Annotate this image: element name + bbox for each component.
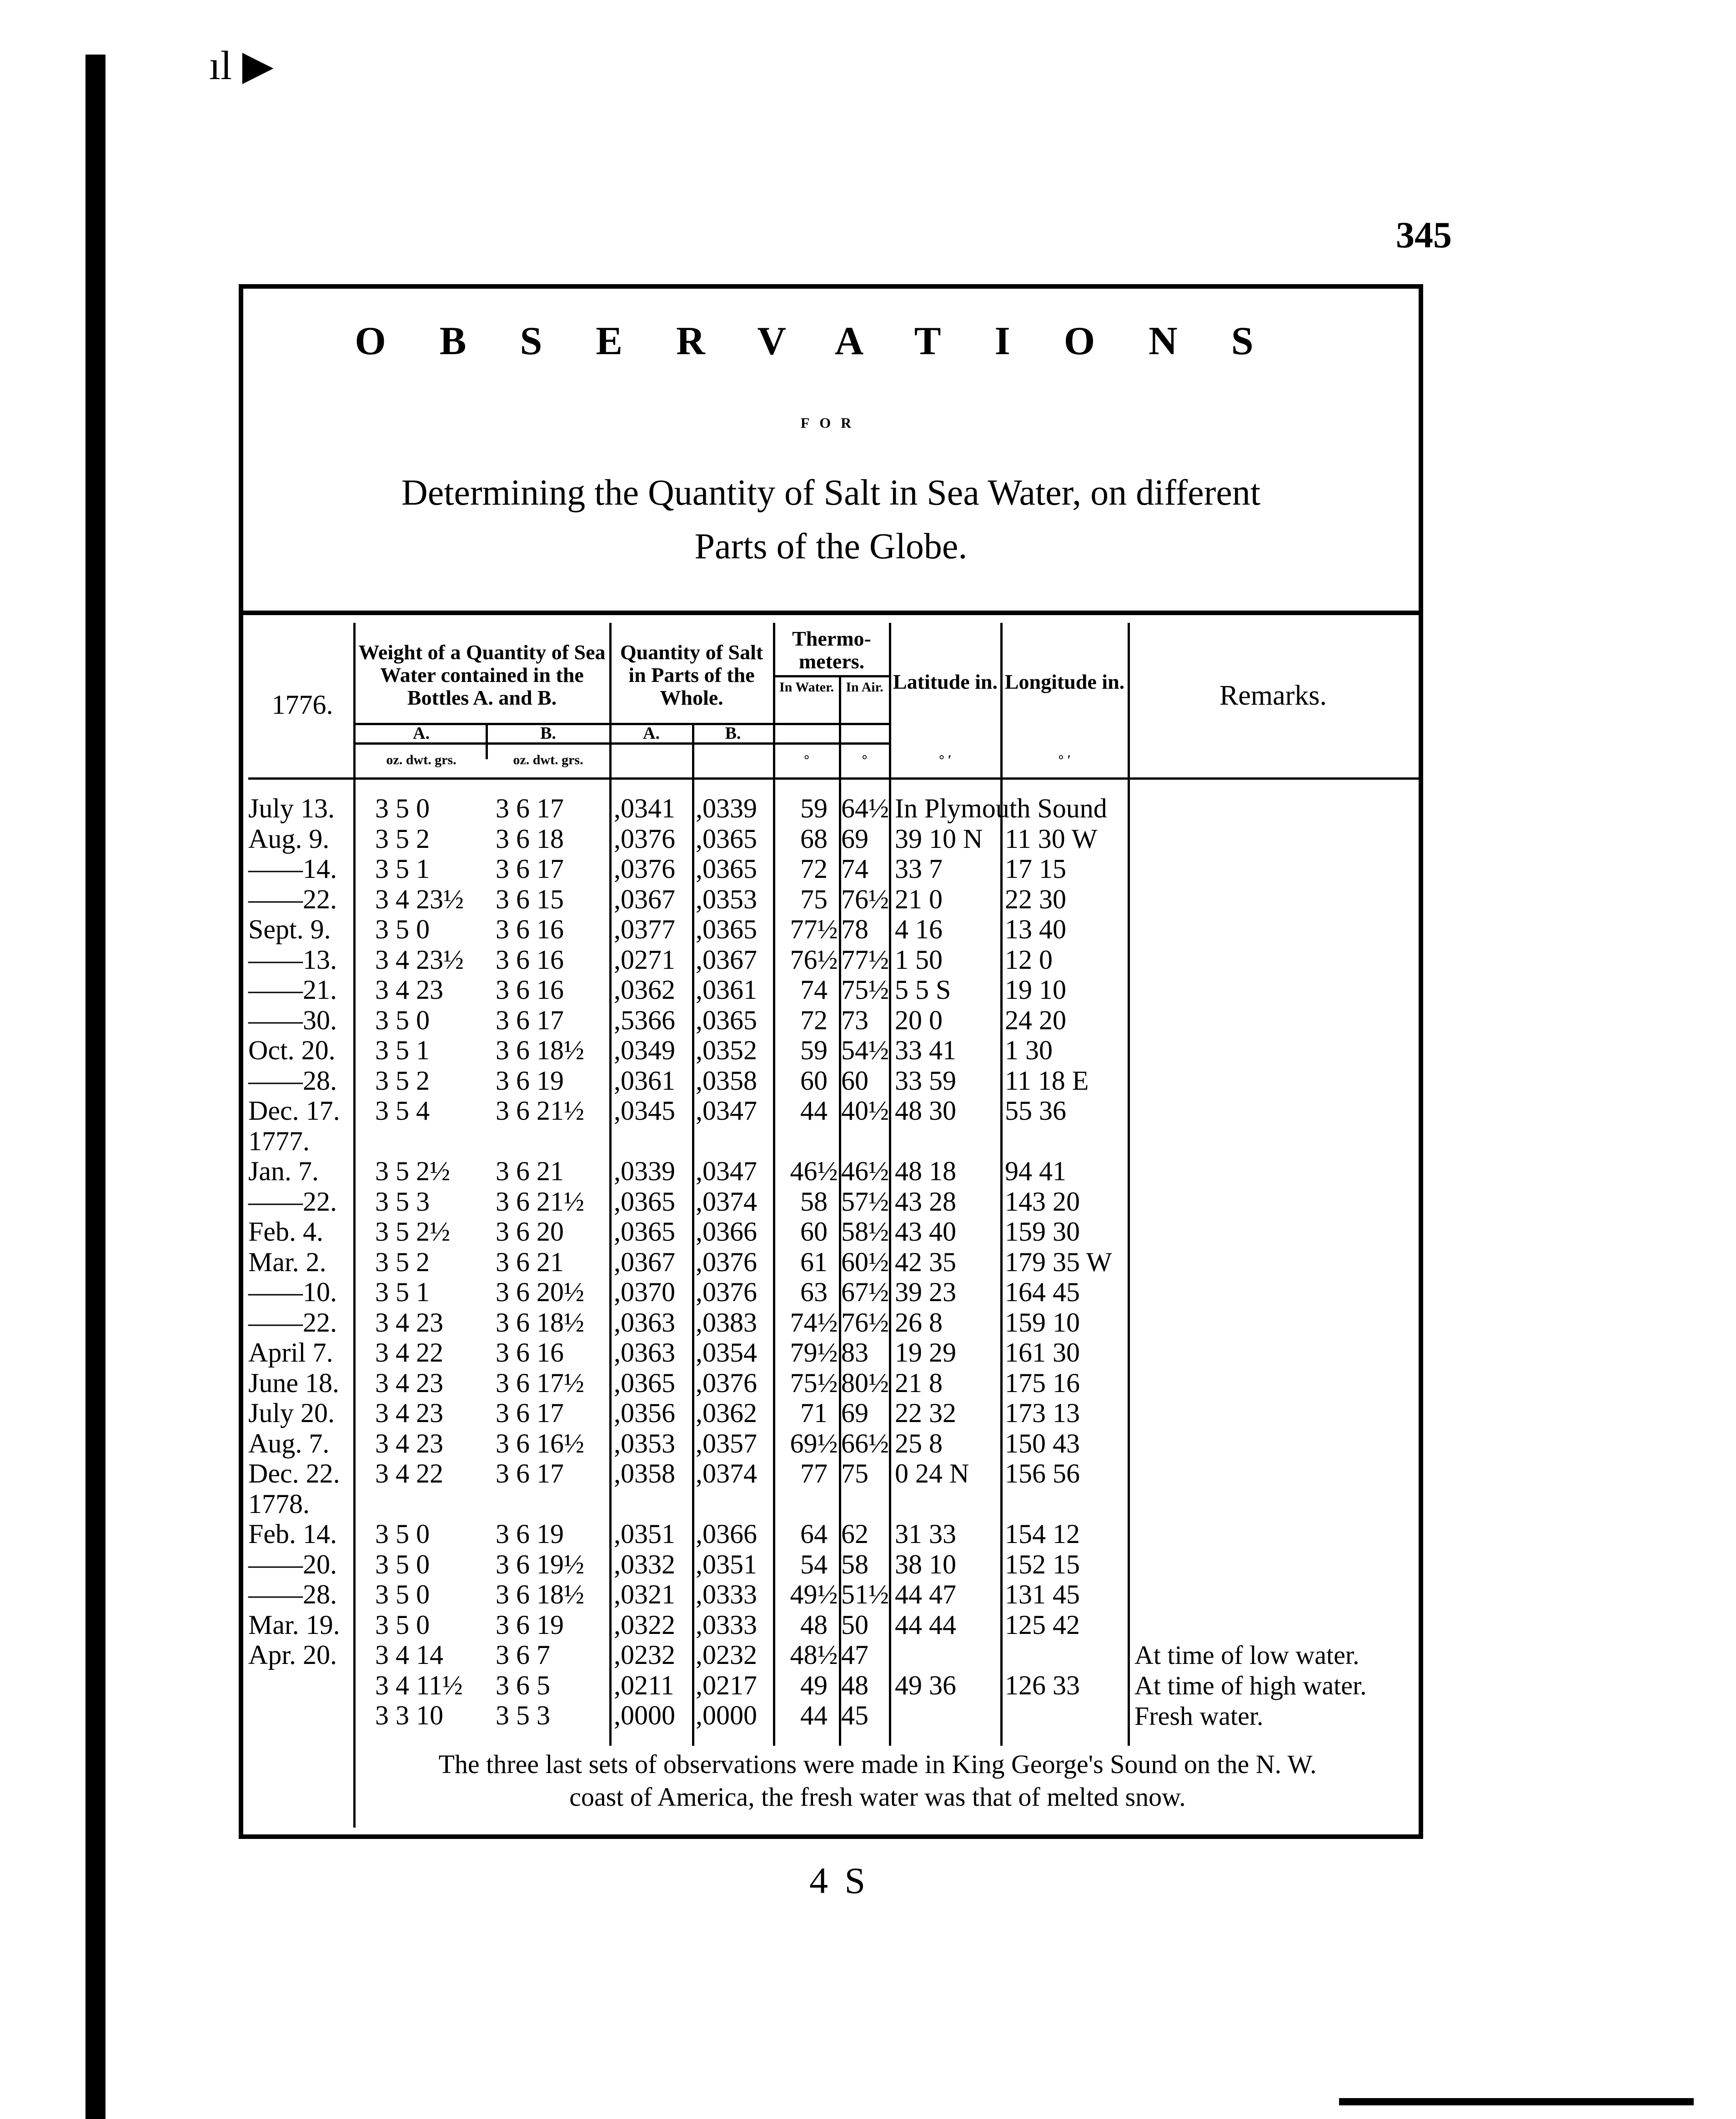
row-latitude: 0 24 N	[895, 1458, 969, 1488]
row-bottle-b: 3 6 16	[496, 975, 564, 1005]
row-date: July 20.	[248, 1398, 335, 1428]
footnote	[336, 1748, 1419, 1813]
units-a: oz. dwt. grs.	[386, 752, 457, 767]
row-latitude: 48 18	[895, 1156, 956, 1186]
row-quantity-a: ,0367	[614, 884, 675, 914]
row-date: Dec. 17.	[248, 1096, 340, 1126]
page-subtitle	[273, 466, 1389, 573]
row-latitude: 44 44	[895, 1610, 956, 1640]
row-date: ——14.	[248, 854, 337, 884]
row-date: Feb. 14.	[248, 1519, 337, 1549]
row-bottle-a: 3 4 22	[375, 1458, 443, 1488]
row-thermo-water: 72	[800, 1005, 828, 1035]
row-thermo-water: 63	[800, 1277, 828, 1307]
row-bottle-b: 3 6 20	[496, 1217, 564, 1247]
row-thermo-water: 64	[800, 1519, 828, 1549]
row-bottle-a: 3 5 0	[375, 1519, 430, 1549]
row-longitude: 22 30	[1005, 884, 1066, 914]
row-bottle-a: 3 5 1	[375, 1277, 430, 1307]
row-bottle-b: 3 6 17	[496, 854, 564, 884]
row-latitude: 33 7	[895, 854, 943, 884]
row-bottle-a: 3 5 0	[375, 793, 430, 823]
row-bottle-a: 3 3 10	[375, 1700, 443, 1730]
units-thermo-air: °	[862, 752, 868, 767]
row-thermo-water: 48	[800, 1610, 828, 1640]
row-latitude: 5 5 S	[895, 975, 951, 1005]
row-longitude: 143 20	[1005, 1187, 1080, 1217]
row-quantity-a: ,0363	[614, 1338, 675, 1368]
row-latitude: 1 50	[895, 945, 943, 975]
row-longitude: 159 30	[1005, 1217, 1080, 1247]
row-latitude: 43 40	[895, 1217, 956, 1247]
row-bottle-a: 3 4 23	[375, 1398, 443, 1428]
row-bottle-a: 3 5 0	[375, 1610, 430, 1640]
row-bottle-b: 3 6 5	[496, 1670, 550, 1700]
row-quantity-a: ,0365	[614, 1368, 675, 1398]
row-thermo-air: 73	[841, 1005, 868, 1035]
row-thermo-air: 54½	[841, 1035, 889, 1065]
row-quantity-a: ,0356	[614, 1398, 675, 1428]
row-thermo-water: 74½	[790, 1307, 838, 1338]
row-bottle-a: 3 5 1	[375, 1035, 430, 1065]
row-date: Sept. 9.	[248, 914, 331, 944]
row-latitude: 44 47	[895, 1579, 956, 1609]
row-thermo-air: 40½	[841, 1096, 889, 1126]
row-longitude: 150 43	[1005, 1428, 1080, 1458]
row-latitude: In Plymouth Sound	[895, 793, 1107, 823]
row-thermo-air: 67½	[841, 1277, 889, 1307]
row-longitude: 156 56	[1005, 1458, 1080, 1488]
row-bottle-a: 3 5 3	[375, 1187, 430, 1217]
row-date: ——30.	[248, 1005, 337, 1035]
row-thermo-air: 75	[841, 1458, 868, 1488]
row-bottle-b: 3 6 20½	[496, 1277, 584, 1307]
row-date: Feb. 4.	[248, 1217, 323, 1247]
row-date: 1778.	[248, 1489, 310, 1519]
row-quantity-a: ,0353	[614, 1428, 675, 1458]
row-quantity-b: ,0366	[696, 1519, 757, 1549]
row-bottle-b: 3 6 21½	[496, 1096, 584, 1126]
row-longitude: 152 15	[1005, 1549, 1080, 1579]
row-latitude: 20 0	[895, 1005, 943, 1035]
row-latitude: 39 10 N	[895, 824, 983, 854]
row-thermo-air: 76½	[841, 884, 889, 914]
row-bottle-a: 3 5 2	[375, 1066, 430, 1096]
row-date: Dec. 22.	[248, 1458, 340, 1488]
row-bottle-a: 3 4 23	[375, 975, 443, 1005]
row-quantity-b: ,0365	[696, 1005, 757, 1035]
row-bottle-b: 3 6 21½	[496, 1187, 584, 1217]
row-longitude: 13 40	[1005, 914, 1066, 944]
row-bottle-a: 3 5 2½	[375, 1156, 450, 1186]
row-quantity-a: ,0358	[614, 1458, 675, 1488]
quantity-a-header: A.	[643, 724, 660, 743]
row-quantity-a: ,0332	[614, 1549, 675, 1579]
row-bottle-b: 3 6 16½	[496, 1428, 584, 1458]
row-quantity-b: ,0367	[696, 945, 757, 975]
row-longitude: 125 42	[1005, 1610, 1080, 1640]
row-bottle-a: 3 4 22	[375, 1338, 443, 1368]
row-thermo-water: 54	[800, 1549, 828, 1579]
column-rule	[1000, 623, 1003, 1746]
row-quantity-b: ,0347	[696, 1156, 757, 1186]
header-rule	[773, 675, 889, 677]
row-bottle-b: 3 6 19½	[496, 1549, 584, 1579]
row-date: Mar. 19.	[248, 1610, 340, 1640]
row-quantity-a: ,5366	[614, 1005, 675, 1035]
row-thermo-water: 49	[800, 1670, 828, 1700]
row-longitude: 11 18 E	[1005, 1066, 1089, 1096]
row-quantity-b: ,0000	[696, 1700, 757, 1730]
row-thermo-water: 72	[800, 854, 828, 884]
row-longitude: 1 30	[1005, 1035, 1053, 1065]
row-latitude: 33 59	[895, 1066, 956, 1096]
row-thermo-water: 75	[800, 884, 828, 914]
row-latitude: 21 0	[895, 884, 943, 914]
row-bottle-a: 3 4 11½	[375, 1670, 463, 1700]
row-quantity-b: ,0353	[696, 884, 757, 914]
row-quantity-a: ,0376	[614, 854, 675, 884]
row-quantity-a: ,0365	[614, 1217, 675, 1247]
row-thermo-air: 58	[841, 1549, 868, 1579]
row-thermo-air: 46½	[841, 1156, 889, 1186]
row-thermo-water: 48½	[790, 1640, 838, 1670]
row-bottle-a: 3 5 2½	[375, 1217, 450, 1247]
row-thermo-water: 77½	[790, 914, 838, 944]
row-quantity-b: ,0347	[696, 1096, 757, 1126]
latitude-header: Latitude in.	[893, 670, 998, 693]
row-latitude: 26 8	[895, 1307, 943, 1338]
row-quantity-b: ,0374	[696, 1187, 757, 1217]
thermometer-air-header: In Air.	[846, 680, 883, 695]
row-thermo-air: 57½	[841, 1187, 889, 1217]
row-quantity-a: ,0339	[614, 1156, 675, 1186]
row-bottle-b: 3 5 3	[496, 1700, 550, 1730]
thermometers-header: Thermo- meters.	[792, 627, 871, 673]
row-thermo-air: 66½	[841, 1428, 889, 1458]
row-latitude: 49 36	[895, 1670, 956, 1700]
remarks-header: Remarks.	[1219, 680, 1327, 711]
row-thermo-water: 77	[800, 1458, 828, 1488]
row-quantity-b: ,0383	[696, 1307, 757, 1338]
row-bottle-b: 3 6 18	[496, 824, 564, 854]
row-quantity-b: ,0376	[696, 1368, 757, 1398]
row-longitude: 126 33	[1005, 1670, 1080, 1700]
row-date: ——20.	[248, 1549, 337, 1579]
bottom-rule	[1339, 2098, 1694, 2105]
row-date: ——10.	[248, 1277, 337, 1307]
row-quantity-a: ,0271	[614, 945, 675, 975]
row-quantity-b: ,0376	[696, 1247, 757, 1277]
row-bottle-b: 3 6 18½	[496, 1579, 584, 1609]
row-bottle-a: 3 5 0	[375, 1549, 430, 1579]
row-date: ——22.	[248, 1187, 337, 1217]
row-thermo-water: 59	[800, 1035, 828, 1065]
row-thermo-water: 60	[800, 1217, 828, 1247]
row-bottle-b: 3 6 17	[496, 793, 564, 823]
row-quantity-a: ,0363	[614, 1307, 675, 1338]
units-longitude: ° ′	[1058, 752, 1071, 767]
row-quantity-a: ,0321	[614, 1579, 675, 1609]
row-quantity-a: ,0000	[614, 1700, 675, 1730]
row-bottle-a: 3 4 23½	[375, 884, 464, 914]
row-thermo-air: 75½	[841, 975, 889, 1005]
row-bottle-a: 3 4 23½	[375, 945, 464, 975]
row-bottle-a: 3 4 23	[375, 1307, 443, 1338]
row-quantity-b: ,0354	[696, 1338, 757, 1368]
row-date: July 13.	[248, 793, 335, 823]
row-thermo-water: 76½	[790, 945, 838, 975]
row-quantity-b: ,0361	[696, 975, 757, 1005]
row-bottle-b: 3 6 18½	[496, 1307, 584, 1338]
row-bottle-b: 3 6 19	[496, 1519, 564, 1549]
row-latitude: 48 30	[895, 1096, 956, 1126]
row-latitude: 33 41	[895, 1035, 956, 1065]
thermometer-water-header: In Water.	[779, 680, 834, 695]
row-thermo-water: 61	[800, 1247, 828, 1277]
row-thermo-water: 68	[800, 824, 828, 854]
row-latitude: 19 29	[895, 1338, 956, 1368]
row-thermo-air: 69	[841, 824, 868, 854]
row-date: Mar. 2.	[248, 1247, 326, 1277]
row-bottle-b: 3 6 16	[496, 945, 564, 975]
row-date: ——28.	[248, 1579, 337, 1609]
quantity-b-header: B.	[725, 724, 741, 743]
subtitle-line-1: Determining the Quantity of Salt in Sea Water, on different	[401, 473, 1261, 513]
row-longitude: 55 36	[1005, 1096, 1066, 1126]
row-longitude: 173 13	[1005, 1398, 1080, 1428]
row-date: ——22.	[248, 1307, 337, 1338]
row-bottle-b: 3 6 16	[496, 1338, 564, 1368]
header-rule	[248, 777, 1419, 780]
row-longitude: 24 20	[1005, 1005, 1066, 1035]
row-date: Apr. 20.	[248, 1640, 337, 1670]
row-latitude: 42 35	[895, 1247, 956, 1277]
row-quantity-b: ,0351	[696, 1549, 757, 1579]
row-quantity-a: ,0362	[614, 975, 675, 1005]
row-thermo-air: 58½	[841, 1217, 889, 1247]
row-thermo-water: 46½	[790, 1156, 838, 1186]
row-quantity-b: ,0333	[696, 1610, 757, 1640]
row-date: Oct. 20.	[248, 1035, 336, 1065]
row-longitude: 175 16	[1005, 1368, 1080, 1398]
row-date: June 18.	[248, 1368, 339, 1398]
row-longitude: 154 12	[1005, 1519, 1080, 1549]
row-quantity-a: ,0341	[614, 793, 675, 823]
row-bottle-b: 3 6 17½	[496, 1368, 584, 1398]
row-thermo-water: 44	[800, 1700, 828, 1730]
bottle-b-header: B.	[540, 724, 556, 743]
row-thermo-water: 58	[800, 1187, 828, 1217]
row-latitude: 4 16	[895, 914, 943, 944]
units-b: oz. dwt. grs.	[513, 752, 583, 767]
row-date: Jan. 7.	[248, 1156, 319, 1186]
row-date: 1777.	[248, 1126, 310, 1156]
row-longitude: 131 45	[1005, 1579, 1080, 1609]
row-date: Aug. 7.	[248, 1428, 330, 1458]
subtitle-line-2: Parts of the Globe.	[694, 526, 968, 566]
row-date: ——28.	[248, 1066, 337, 1096]
row-quantity-a: ,0345	[614, 1096, 675, 1126]
row-thermo-air: 60	[841, 1066, 868, 1096]
row-latitude: 22 32	[895, 1398, 956, 1428]
row-thermo-air: 77½	[841, 945, 889, 975]
row-bottle-a: 3 4 23	[375, 1428, 443, 1458]
row-quantity-a: ,0367	[614, 1247, 675, 1277]
row-latitude: 21 8	[895, 1368, 943, 1398]
row-thermo-water: 75½	[790, 1368, 838, 1398]
row-date: April 7.	[248, 1338, 333, 1368]
bottle-a-header: A.	[413, 724, 430, 743]
row-thermo-air: 60½	[841, 1247, 889, 1277]
row-bottle-a: 3 4 14	[375, 1640, 443, 1670]
row-thermo-air: 50	[841, 1610, 868, 1640]
signature-mark: 4 S	[809, 1860, 869, 1901]
row-bottle-a: 3 5 0	[375, 914, 430, 944]
row-longitude: 164 45	[1005, 1277, 1080, 1307]
column-rule	[1128, 623, 1130, 1746]
row-bottle-a: 3 5 2	[375, 824, 430, 854]
row-quantity-a: ,0349	[614, 1035, 675, 1065]
row-thermo-water: 49½	[790, 1579, 838, 1609]
row-thermo-water: 44	[800, 1096, 828, 1126]
row-thermo-water: 74	[800, 975, 828, 1005]
row-date: ——21.	[248, 975, 337, 1005]
row-thermo-water: 71	[800, 1398, 828, 1428]
row-longitude: 19 10	[1005, 975, 1066, 1005]
row-bottle-a: 3 5 0	[375, 1005, 430, 1035]
row-longitude: 179 35 W	[1005, 1247, 1112, 1277]
row-quantity-b: ,0365	[696, 824, 757, 854]
row-thermo-air: 62	[841, 1519, 868, 1549]
row-quantity-a: ,0232	[614, 1640, 675, 1670]
row-quantity-b: ,0232	[696, 1640, 757, 1670]
row-quantity-b: ,0352	[696, 1035, 757, 1065]
row-quantity-b: ,0365	[696, 854, 757, 884]
row-bottle-a: 3 4 23	[375, 1368, 443, 1398]
row-longitude: 17 15	[1005, 854, 1066, 884]
column-rule	[353, 623, 356, 1828]
row-longitude: 12 0	[1005, 945, 1053, 975]
row-bottle-b: 3 6 17	[496, 1458, 564, 1488]
row-bottle-b: 3 6 17	[496, 1398, 564, 1428]
row-thermo-air: 69	[841, 1398, 868, 1428]
row-quantity-a: ,0322	[614, 1610, 675, 1640]
row-quantity-a: ,0376	[614, 824, 675, 854]
row-bottle-b: 3 6 15	[496, 884, 564, 914]
row-bottle-b: 3 6 21	[496, 1247, 564, 1277]
row-thermo-water: 59	[800, 793, 828, 823]
row-latitude: 25 8	[895, 1428, 943, 1458]
row-quantity-a: ,0351	[614, 1519, 675, 1549]
row-date: Aug. 9.	[248, 824, 330, 854]
year-header: 1776.	[271, 690, 333, 720]
row-thermo-air: 47	[841, 1640, 868, 1670]
row-longitude: 159 10	[1005, 1307, 1080, 1338]
row-bottle-b: 3 6 21	[496, 1156, 564, 1186]
row-latitude: 43 28	[895, 1187, 956, 1217]
row-thermo-air: 48	[841, 1670, 868, 1700]
footnote-line-2: coast of America, the fresh water was that of melted snow.	[569, 1782, 1186, 1812]
units-latitude: ° ′	[939, 752, 952, 767]
weight-header: Weight of a Quantity of Sea Water contained in the Bottles A. and B.	[358, 641, 606, 709]
binding-edge	[85, 55, 105, 2119]
row-longitude: 11 30 W	[1005, 824, 1098, 854]
row-date: ——13.	[248, 945, 337, 975]
row-quantity-b: ,0217	[696, 1670, 757, 1700]
row-bottle-a: 3 5 4	[375, 1096, 430, 1126]
remark-fresh-water: Fresh water.	[1134, 1701, 1264, 1731]
row-latitude: 38 10	[895, 1549, 956, 1579]
row-date: ——22.	[248, 884, 337, 914]
title-connector: FOR	[800, 415, 862, 431]
footnote-line-1: The three last sets of observations were made in King George's Sound on the N. W.	[438, 1749, 1317, 1779]
row-quantity-b: ,0357	[696, 1428, 757, 1458]
row-bottle-b: 3 6 16	[496, 914, 564, 944]
row-quantity-a: ,0377	[614, 914, 675, 944]
row-quantity-b: ,0365	[696, 914, 757, 944]
row-thermo-air: 80½	[841, 1368, 889, 1398]
row-bottle-a: 3 5 2	[375, 1247, 430, 1277]
units-thermo-water: °	[804, 752, 809, 767]
row-bottle-b: 3 6 18½	[496, 1035, 584, 1065]
row-quantity-b: ,0376	[696, 1277, 757, 1307]
row-thermo-air: 51½	[841, 1579, 889, 1609]
row-bottle-a: 3 5 1	[375, 854, 430, 884]
row-thermo-air: 83	[841, 1338, 868, 1368]
row-thermo-air: 76½	[841, 1307, 889, 1338]
row-quantity-a: ,0361	[614, 1066, 675, 1096]
row-thermo-air: 64½	[841, 793, 889, 823]
row-quantity-b: ,0333	[696, 1579, 757, 1609]
page-number: 345	[1396, 214, 1452, 255]
row-bottle-b: 3 6 19	[496, 1610, 564, 1640]
longitude-header: Longitude in.	[1004, 670, 1125, 693]
row-bottle-b: 3 6 19	[496, 1066, 564, 1096]
row-quantity-a: ,0365	[614, 1187, 675, 1217]
row-quantity-b: ,0366	[696, 1217, 757, 1247]
row-quantity-b: ,0362	[696, 1398, 757, 1428]
row-quantity-a: ,0211	[614, 1670, 674, 1700]
row-thermo-water: 79½	[790, 1338, 838, 1368]
row-thermo-air: 74	[841, 854, 868, 884]
page-title: OBSERVATIONS	[355, 319, 1307, 363]
row-thermo-water: 60	[800, 1066, 828, 1096]
row-thermo-air: 45	[841, 1700, 868, 1730]
row-thermo-water: 69½	[790, 1428, 838, 1458]
row-quantity-b: ,0358	[696, 1066, 757, 1096]
remark-high-water: At time of high water.	[1134, 1671, 1367, 1700]
row-longitude: 94 41	[1005, 1156, 1066, 1186]
row-quantity-a: ,0370	[614, 1277, 675, 1307]
quantity-header: Quantity of Salt in Parts of the Whole.	[620, 641, 763, 709]
row-latitude: 31 33	[895, 1519, 956, 1549]
row-bottle-a: 3 5 0	[375, 1579, 430, 1609]
remark-low-water: At time of low water.	[1134, 1640, 1360, 1670]
row-longitude: 161 30	[1005, 1338, 1080, 1368]
corner-mark: ıl ▶	[209, 43, 274, 88]
row-bottle-b: 3 6 17	[496, 1005, 564, 1035]
row-latitude: 39 23	[895, 1277, 956, 1307]
row-quantity-b: ,0339	[696, 793, 757, 823]
row-bottle-b: 3 6 7	[496, 1640, 550, 1670]
heading-rule	[243, 611, 1419, 615]
row-quantity-b: ,0374	[696, 1458, 757, 1488]
row-thermo-air: 78	[841, 914, 868, 944]
